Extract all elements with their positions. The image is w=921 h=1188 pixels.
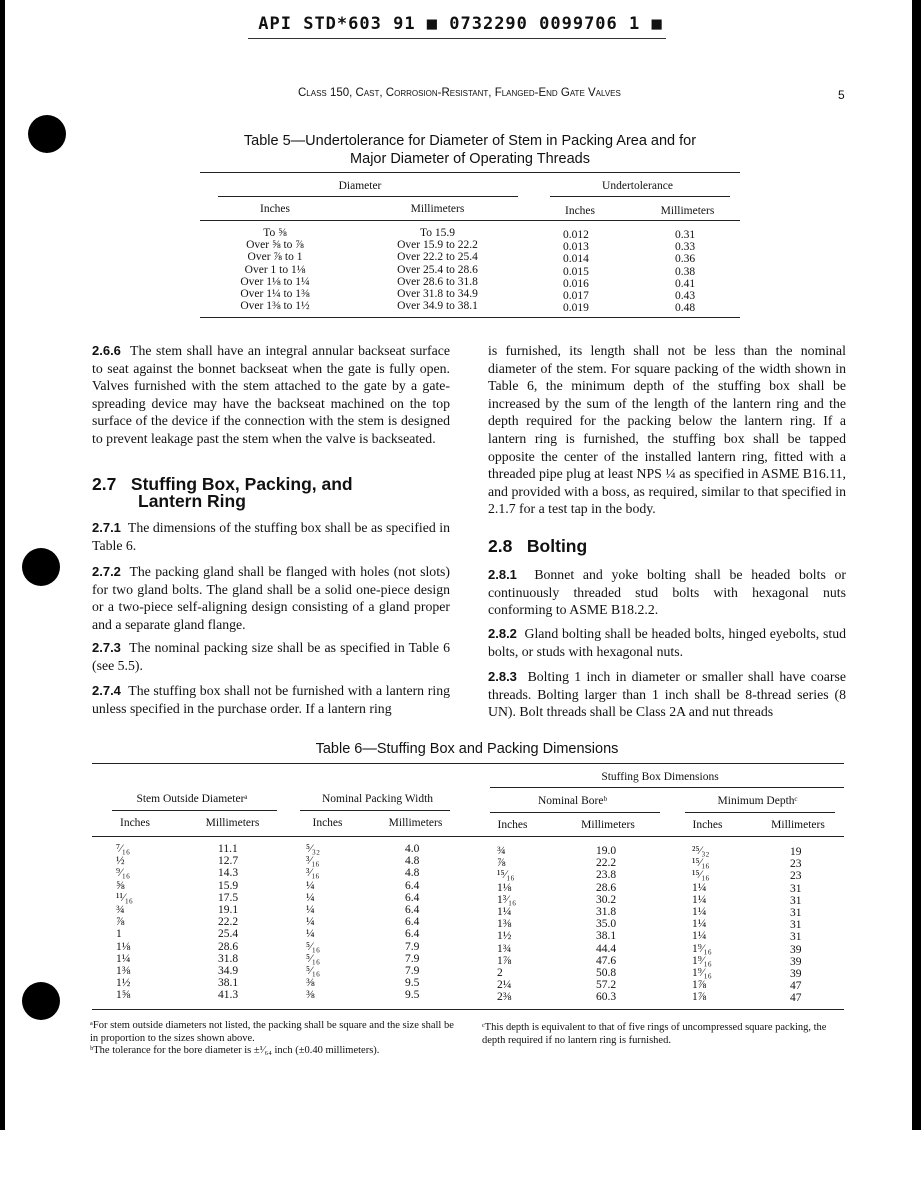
table6-col-depth-inches xyxy=(692,845,742,1003)
para-number: 2.7.2 xyxy=(92,564,121,579)
para-text: Bonnet and yoke bolting shall be headed bolts or continuously threaded stud bolts with hexagonal nuts conforming to ASME B18.2.2. xyxy=(488,567,846,618)
table6-subgroup-rule xyxy=(300,810,450,811)
table-cell: ⁵⁄₁₆ xyxy=(306,940,320,953)
table-cell: 0.43 xyxy=(675,289,696,302)
table5-rule-top xyxy=(200,172,740,173)
table5-rule-bottom xyxy=(200,317,740,318)
para-number: 2.7.4 xyxy=(92,683,121,698)
para-text: The nominal packing size shall be as specified in Table 6 (see 5.5). xyxy=(92,640,450,673)
table-cell: 1¼ xyxy=(692,881,707,894)
table-cell: Over 34.9 to 38.1 xyxy=(397,300,478,313)
table6-col-stem-inches xyxy=(116,843,166,1001)
table-cell: 60.3 xyxy=(596,991,617,1004)
table-cell: 41.3 xyxy=(218,989,239,1002)
table-cell: 31 xyxy=(790,906,802,919)
section-number: 2.7 xyxy=(92,474,117,494)
para-2-8-3 xyxy=(488,668,846,721)
table5-rule-header xyxy=(200,220,740,221)
table-cell: 1 xyxy=(116,928,122,941)
para-2-7-2 xyxy=(92,563,450,633)
table-cell: 1½ xyxy=(497,930,512,943)
table-cell: 1⁹⁄₁₆ xyxy=(692,954,712,967)
table6-col-packing-mm xyxy=(405,843,445,1001)
table-cell: 6.4 xyxy=(405,928,420,941)
table-cell: 28.6 xyxy=(596,881,617,894)
table-cell: 4.0 xyxy=(405,843,420,855)
para-number: 2.8.1 xyxy=(488,567,517,582)
table6-col-bore-mm xyxy=(596,845,636,1003)
table-cell: 9.5 xyxy=(405,977,420,990)
table-cell: 0.016 xyxy=(563,277,589,290)
table-cell: 23.8 xyxy=(596,869,617,882)
table5-group-diameter: Diameter xyxy=(338,180,382,192)
table-cell: 0.31 xyxy=(675,229,696,241)
table6-subgroup-rule xyxy=(112,810,277,811)
table-cell: 28.6 xyxy=(218,940,239,953)
table-cell: 39 xyxy=(790,943,802,956)
para-2-7-1 xyxy=(92,519,450,554)
table-cell: 22.2 xyxy=(218,916,239,929)
table5-col-ut-mm xyxy=(675,229,735,314)
table6-group-rule xyxy=(490,787,844,788)
table-cell: 47 xyxy=(790,980,802,993)
table-cell: ¹⁵⁄₁₆ xyxy=(692,857,710,870)
table-cell: 2⅜ xyxy=(497,991,512,1004)
table-cell: ¼ xyxy=(306,879,315,892)
para-2-8-1 xyxy=(488,566,846,619)
table-cell: ⁵⁄₁₆ xyxy=(306,952,320,965)
para-text: The stem shall have an integral annular backseat surface to seat against the bonnet backseat when the gate is fully open. Valves furnished with the stem attached to the gate by a gate-spreading device may have the backseat machined on the top surface of the device if the connection with the stem is designed to prevent leakage past the stem when the valve is backseated. xyxy=(92,343,450,446)
para-number: 2.6.6 xyxy=(92,343,121,358)
table-cell: 1¼ xyxy=(116,952,131,965)
table-cell: 0.019 xyxy=(563,302,589,315)
table6-group-packing: Nominal Packing Width xyxy=(321,793,434,805)
table-cell: 0.015 xyxy=(563,265,589,278)
table-cell: 1¼ xyxy=(497,905,512,918)
table-cell: Over 15.9 to 22.2 xyxy=(397,239,478,252)
table-cell: 1⅞ xyxy=(497,954,512,967)
table5-header-ut-mm: Millimeters xyxy=(660,205,715,217)
table-cell: Over ⅞ to 1 xyxy=(247,251,303,264)
para-2-7-4-continued: is furnished, its length shall not be less than the nominal diameter of the stem. For square packing of the width shown in Table 6, the minimum depth of the stuffing box shall be increased by the sum of the length of the lantern ring and the depth required for the packing below the lantern ring. If a lantern ring is furnished, the stuffing box shall be tapped opposite the center of the installed lantern ring, fitted with a threaded pipe plug at least NPS ¼ as specified in ASME B16.11, and provided with a boss, as required, similar to that specified in 2.1.7 for a test tap in the body. xyxy=(488,343,846,517)
table6-group-depth: Minimum Depthᶜ xyxy=(717,795,798,807)
table-cell: 0.38 xyxy=(675,265,696,278)
para-text: Bolting 1 inch in diameter or smaller shall have coarse threads. Bolting larger than 1 inch shall be 8-thread series (8 UN). Bolt threads shall be Class 2A and nut threads xyxy=(488,669,846,720)
table-cell: 1⅜ xyxy=(116,964,131,977)
table-cell: 0.013 xyxy=(563,241,589,254)
table-cell: ¼ xyxy=(306,916,315,929)
table-cell: 23 xyxy=(790,870,802,883)
table5-caption-line1: Table 5—Undertolerance for Diameter of Stem in Packing Area and for xyxy=(243,133,697,149)
section-number: 2.8 xyxy=(488,536,513,556)
table-cell: 39 xyxy=(790,967,802,980)
table-cell: 34.9 xyxy=(218,964,239,977)
table-cell: 22.2 xyxy=(596,857,617,870)
table-cell: 31 xyxy=(790,931,802,944)
table-cell: 47 xyxy=(790,992,802,1005)
table-cell: 6.4 xyxy=(405,916,420,929)
table6-group-stuffing: Stuffing Box Dimensions xyxy=(601,771,719,783)
table6-header-mm: Millimeters xyxy=(581,819,635,831)
table6-rule-top xyxy=(92,763,844,764)
para-2-6-6 xyxy=(92,342,450,448)
table-cell: To ⅝ xyxy=(263,227,287,239)
table-cell: 11.1 xyxy=(218,843,238,855)
table6-col-packing-inches xyxy=(306,843,346,1001)
table-cell: ⅜ xyxy=(306,977,315,990)
section-2-8-heading xyxy=(488,537,587,555)
table-cell: ⁵⁄₃₂ xyxy=(306,843,320,855)
table-cell: 1⅛ xyxy=(116,940,131,953)
table-cell: 39 xyxy=(790,955,802,968)
table-cell: 7.9 xyxy=(405,952,420,965)
table-cell: Over 1⅜ to 1½ xyxy=(240,300,310,313)
table-cell: 0.48 xyxy=(675,302,696,315)
table-cell: 31 xyxy=(790,882,802,895)
table5-header-ut-inches: Inches xyxy=(564,205,595,217)
table-cell: Over 22.2 to 25.4 xyxy=(397,251,478,264)
table-cell: 31.8 xyxy=(218,952,239,965)
table-cell: 1³⁄₁₆ xyxy=(497,893,517,906)
table6-footnote-b: ᵇThe tolerance for the bore diameter is ±¹⁄₆₄ inch (±0.40 millimeters). xyxy=(90,1045,380,1056)
table-cell: 1⅝ xyxy=(116,989,131,1002)
para-2-7-3 xyxy=(92,639,450,674)
table-cell: Over 1¼ to 1⅜ xyxy=(240,287,310,300)
table6-rule-bottom xyxy=(92,1009,844,1010)
table6-footnote-c: ᶜThis depth is equivalent to that of five rings of uncompressed square packing, the depth required if no lantern ring is furnished. xyxy=(482,1022,827,1046)
punch-hole xyxy=(28,115,66,153)
table-cell: ¹¹⁄₁₆ xyxy=(116,891,133,904)
para-text: The packing gland shall be flanged with holes (not slots) for two gland bolts. The gland shall be a solid one-piece design or a two-piece self-aligning design consisting of a gland proper and a separate gland flange. xyxy=(92,564,450,632)
table-cell: ¼ xyxy=(306,891,315,904)
scan-edge-left xyxy=(0,0,5,1130)
table-cell: Over 25.4 to 28.6 xyxy=(397,263,478,276)
table-cell: 1⅜ xyxy=(497,918,512,931)
table-cell: 17.5 xyxy=(218,891,239,904)
table-cell: ¾ xyxy=(116,903,125,916)
table6-col-bore-inches xyxy=(497,845,547,1003)
table-cell: 44.4 xyxy=(596,942,617,955)
table-cell: 9.5 xyxy=(405,989,420,1002)
table-cell: 38.1 xyxy=(218,977,239,990)
table-cell: To 15.9 xyxy=(420,227,455,239)
table-cell: Over 31.8 to 34.9 xyxy=(397,287,478,300)
table-cell: ¾ xyxy=(497,845,506,857)
section-title: Bolting xyxy=(526,536,588,556)
table5-group-rule xyxy=(550,196,730,197)
table6-header-inches: Inches xyxy=(692,819,723,831)
table5-col-mm xyxy=(375,227,500,312)
table-cell: 1⅛ xyxy=(497,881,512,894)
section-2-7-heading-line2: Lantern Ring xyxy=(138,491,246,511)
punch-hole xyxy=(22,548,60,586)
table6-header-inches: Inches xyxy=(312,817,343,829)
table-cell: 19 xyxy=(790,846,802,858)
table5-header-mm: Millimeters xyxy=(410,203,465,215)
table6-group-stem: Stem Outside Diameterᵃ xyxy=(136,793,248,805)
table-cell: ⁵⁄₁₆ xyxy=(306,964,320,977)
table-cell: Over 28.6 to 31.8 xyxy=(397,275,478,288)
running-title: Class 150, Cast, Corrosion-Resistant, Flanged-End Gate Valves xyxy=(298,87,621,99)
table-cell: 4.8 xyxy=(405,867,420,880)
table6-header-inches: Inches xyxy=(497,819,528,831)
table-cell: 1¼ xyxy=(692,930,707,943)
table6-group-bore: Nominal Boreᵇ xyxy=(537,795,608,807)
table5-caption xyxy=(200,132,740,168)
table-cell: Over ⅝ to ⅞ xyxy=(246,239,304,252)
table6-footnote-a: ᵃFor stem outside diameters not listed, the packing shall be square and the size shall be in proportion to the sizes shown above. xyxy=(90,1020,454,1044)
table-cell: ⅜ xyxy=(306,989,315,1002)
table-cell: 25.4 xyxy=(218,928,239,941)
table-cell: ¹⁵⁄₁₆ xyxy=(692,869,710,882)
table-cell: ³⁄₁₆ xyxy=(306,867,320,880)
table5-header-inches: Inches xyxy=(259,203,290,215)
table6-header-mm: Millimeters xyxy=(205,817,260,829)
table5-col-inches xyxy=(215,227,335,312)
table-cell: 7.9 xyxy=(405,940,420,953)
table-cell: Over 1⅛ to 1¼ xyxy=(240,275,310,288)
table5-caption-line2: Major Diameter of Operating Threads xyxy=(350,151,590,167)
table5-group-undertolerance: Undertolerance xyxy=(602,180,673,192)
table-cell: 30.2 xyxy=(596,893,617,906)
para-number: 2.7.3 xyxy=(92,640,121,655)
table5-col-ut-inches xyxy=(563,229,623,314)
para-2-7-4 xyxy=(92,682,450,717)
table-cell: 2 xyxy=(497,966,503,979)
table-cell: Over 1 to 1⅛ xyxy=(244,263,306,276)
table-cell: 1¼ xyxy=(692,893,707,906)
table-cell: 2¼ xyxy=(497,979,512,992)
para-number: 2.8.3 xyxy=(488,669,517,684)
table-cell: ⅞ xyxy=(497,857,506,870)
table5-group-rule xyxy=(218,196,518,197)
table-cell: 15.9 xyxy=(218,879,239,892)
table6-header-inches: Inches xyxy=(119,817,150,829)
table-cell: ⅝ xyxy=(116,879,125,892)
table-cell: 1¼ xyxy=(692,905,707,918)
para-number: 2.7.1 xyxy=(92,520,121,535)
table-cell: 50.8 xyxy=(596,966,617,979)
table-cell: 19.1 xyxy=(218,903,239,916)
punch-hole xyxy=(22,982,60,1020)
table6-col-depth-mm xyxy=(790,846,820,1004)
table-cell: 23 xyxy=(790,858,802,871)
para-text: The stuffing box shall not be furnished with a lantern ring unless specified in the purchase order. If a lantern ring xyxy=(92,683,450,716)
table6-caption: Table 6—Stuffing Box and Packing Dimensions xyxy=(315,741,619,757)
section-title: Stuffing Box, Packing, and xyxy=(130,474,353,494)
table-cell: 31 xyxy=(790,894,802,907)
table-cell: 1⅞ xyxy=(692,991,707,1004)
table-cell: 1¾ xyxy=(497,942,512,955)
table-cell: 57.2 xyxy=(596,979,617,992)
table6-subgroup-rule xyxy=(685,812,835,813)
table-cell: 0.017 xyxy=(563,289,589,302)
table-cell: 0.012 xyxy=(563,229,589,241)
header-rule xyxy=(248,38,666,39)
table-cell: 1½ xyxy=(116,977,131,990)
table-cell: 0.014 xyxy=(563,253,589,266)
table-cell: ⁷⁄₁₆ xyxy=(116,843,130,855)
table-cell: 19.0 xyxy=(596,845,617,857)
table-cell: 47.6 xyxy=(596,954,617,967)
table-cell: ¹⁵⁄₁₆ xyxy=(497,869,515,882)
table-cell: 4.8 xyxy=(405,855,420,868)
para-text: The dimensions of the stuffing box shall be as specified in Table 6. xyxy=(92,520,450,553)
para-text: Gland bolting shall be headed bolts, hinged eyebolts, stud bolts, or studs with hexagonal nuts. xyxy=(488,626,846,659)
table-cell: 12.7 xyxy=(218,855,239,868)
table-cell: ²⁵⁄₃₂ xyxy=(692,845,710,857)
table6-subgroup-rule xyxy=(490,812,660,813)
table-cell: 7.9 xyxy=(405,964,420,977)
table-cell: ½ xyxy=(116,855,125,868)
table-cell: 0.36 xyxy=(675,253,696,266)
table-cell: ⅞ xyxy=(116,916,125,929)
table-cell: 1⁹⁄₁₆ xyxy=(692,966,712,979)
table6-header-mm: Millimeters xyxy=(771,819,825,831)
table-cell: 1⅞ xyxy=(692,979,707,992)
table-cell: 0.41 xyxy=(675,277,696,290)
table-cell: 1⁹⁄₁₆ xyxy=(692,942,712,955)
table-cell: ¼ xyxy=(306,903,315,916)
table-cell: 1¼ xyxy=(692,918,707,931)
table-cell: ³⁄₁₆ xyxy=(306,855,320,868)
table-cell: ⁹⁄₁₆ xyxy=(116,867,130,880)
scan-edge-right xyxy=(912,0,921,1130)
para-number: 2.8.2 xyxy=(488,626,517,641)
table-cell: 6.4 xyxy=(405,879,420,892)
table-cell: 14.3 xyxy=(218,867,239,880)
page-number: 5 xyxy=(838,88,845,102)
table6-rule-header xyxy=(92,836,844,837)
table6-header-mm: Millimeters xyxy=(388,817,443,829)
table6-col-stem-mm xyxy=(218,843,258,1001)
table-cell: 31 xyxy=(790,919,802,932)
table-cell: 31.8 xyxy=(596,905,617,918)
table-cell: 6.4 xyxy=(405,891,420,904)
fax-header: API STD*603 91 ■ 0732290 0099706 1 ■ xyxy=(258,14,663,34)
table-cell: 0.33 xyxy=(675,241,696,254)
table-cell: 35.0 xyxy=(596,918,617,931)
table-cell: ¼ xyxy=(306,928,315,941)
para-2-8-2 xyxy=(488,625,846,660)
table-cell: 38.1 xyxy=(596,930,617,943)
table-cell: 6.4 xyxy=(405,903,420,916)
